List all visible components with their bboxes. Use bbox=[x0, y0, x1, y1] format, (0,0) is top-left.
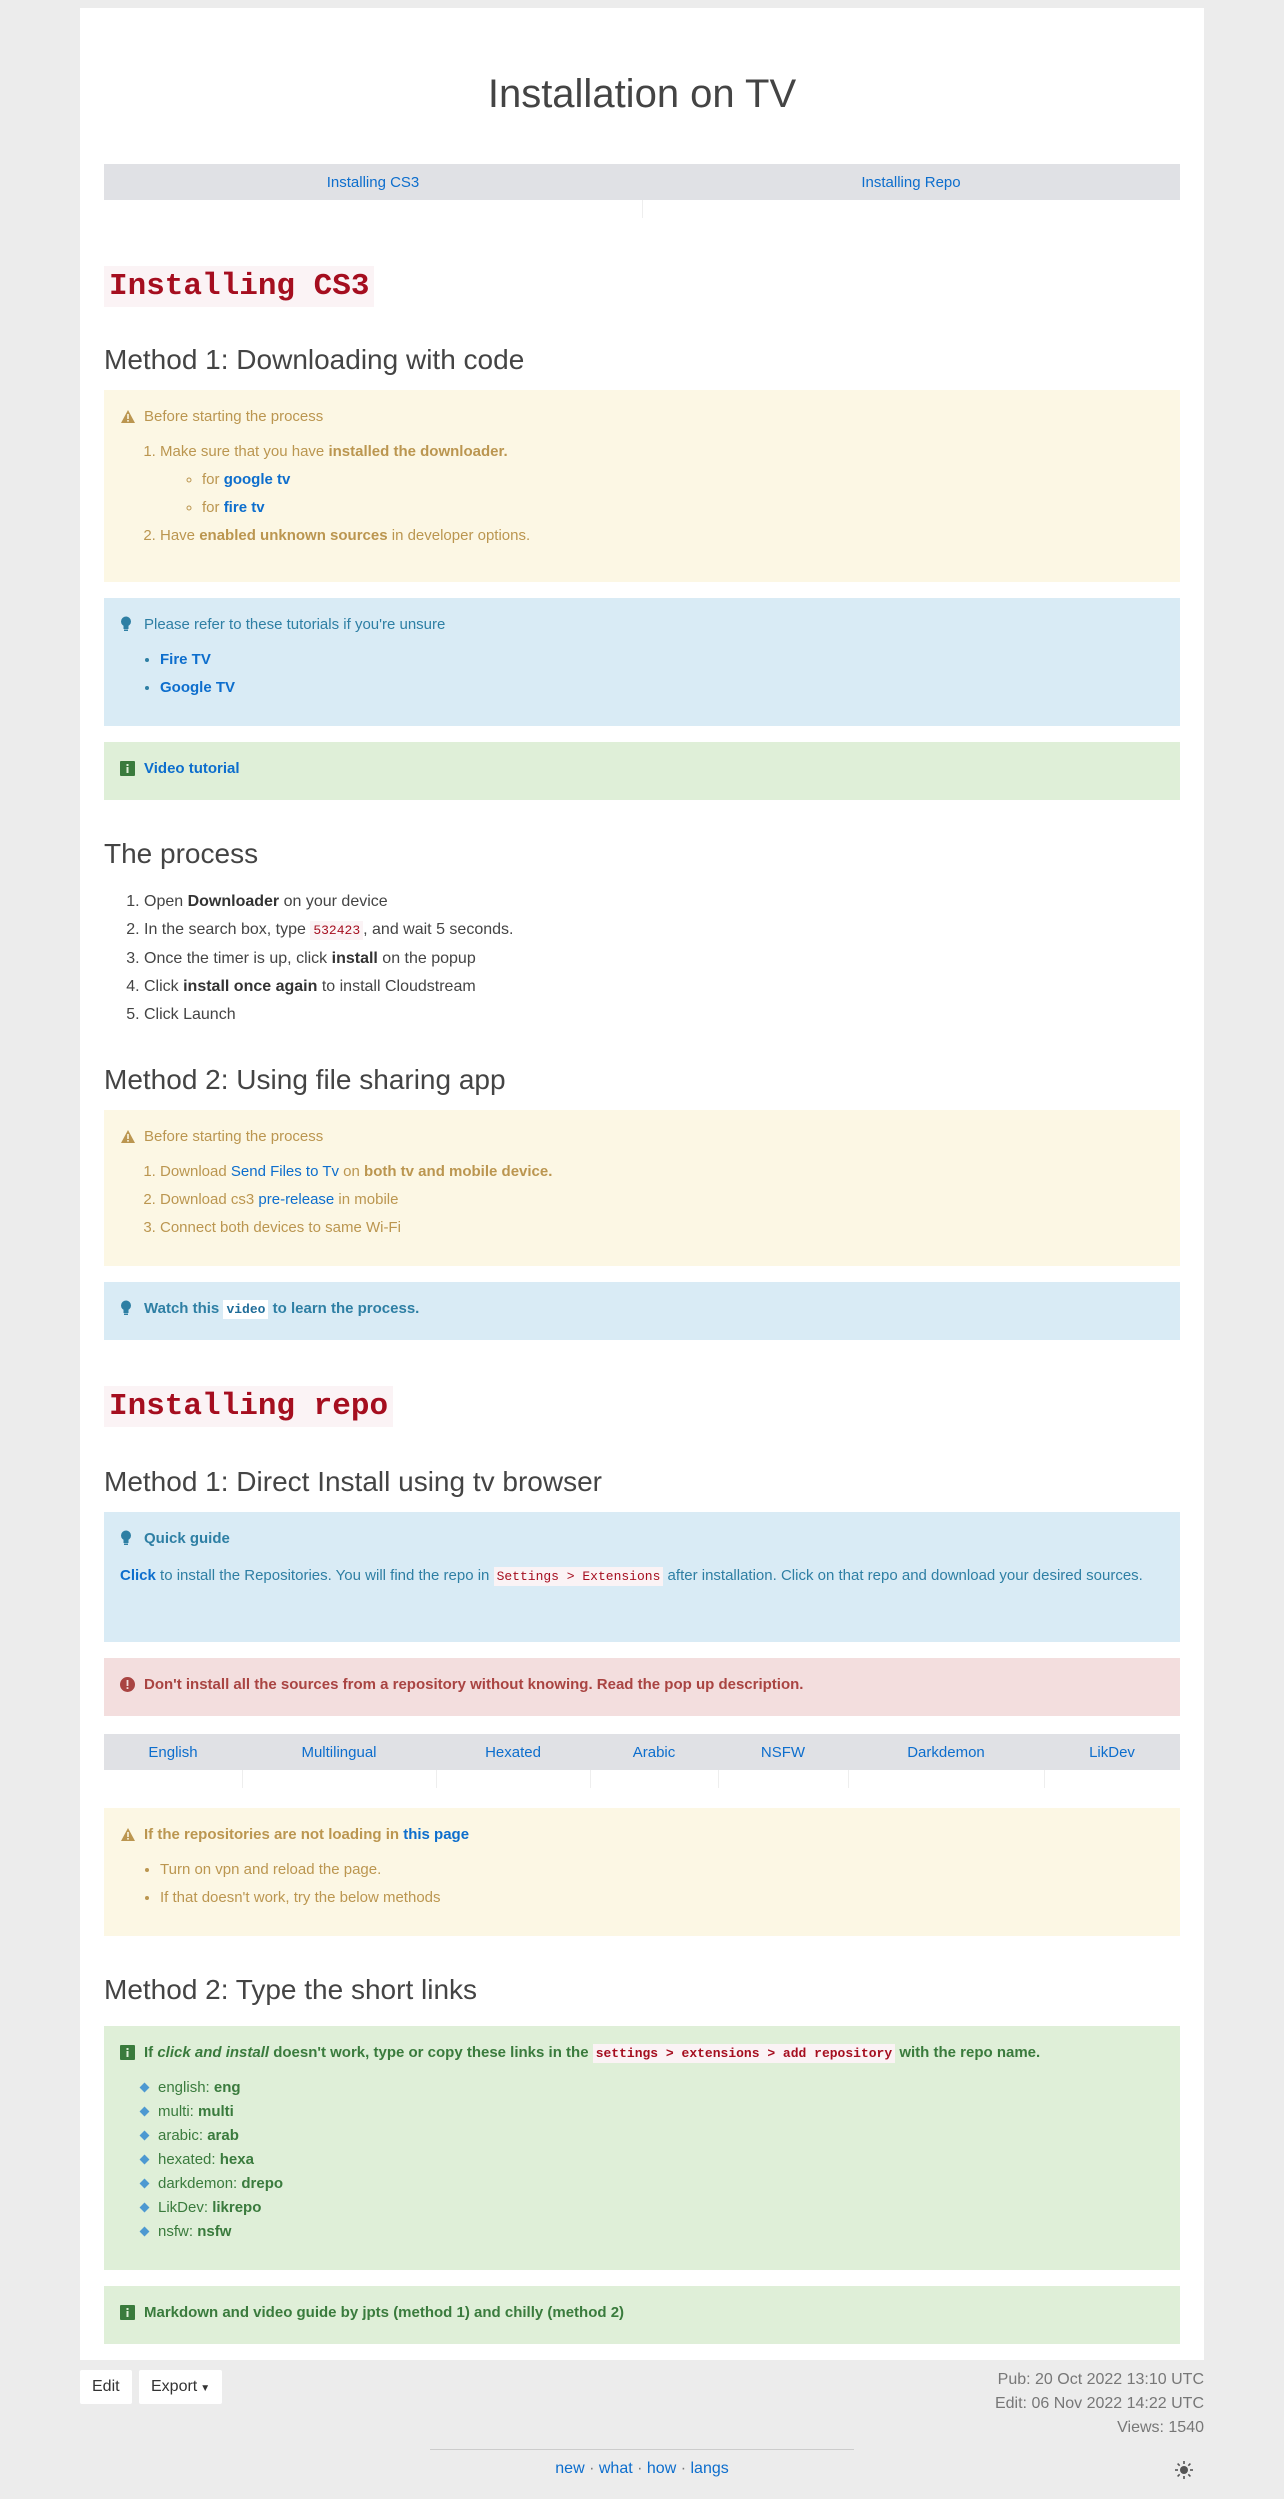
error-text: Don't install all the sources from a repository without knowing. Read the pop up description. bbox=[144, 1675, 804, 1693]
step-4: 4. Click install once again to install Cloudstream bbox=[144, 973, 513, 1001]
lightbulb-icon bbox=[120, 1530, 144, 1546]
m2-warning-heading: Before starting the process bbox=[144, 1127, 324, 1145]
downloader-code: 532423 bbox=[310, 921, 363, 940]
repo-multilingual-link[interactable]: Multilingual bbox=[301, 1743, 377, 1761]
repo-nsfw-link[interactable]: NSFW bbox=[760, 1743, 806, 1761]
m2-warning-item-3: 3. Connect both devices to same Wi-Fi bbox=[160, 1214, 1164, 1242]
short-links-box bbox=[104, 2026, 1180, 2270]
footer-what-link[interactable]: what bbox=[598, 2460, 633, 2477]
video-tutorial-box bbox=[104, 742, 1180, 800]
pre-release-link[interactable]: pre-release bbox=[258, 1191, 335, 1208]
repo-method2-heading: Method 2: Type the short links bbox=[104, 1974, 478, 2005]
short-links-heading: If click and install doesn't work, type or copy these links in the settings > extensions > add repository with the repo name. bbox=[144, 2043, 1041, 2061]
page-content bbox=[80, 8, 1204, 2360]
info-icon bbox=[120, 2045, 144, 2060]
step-5: 5. Click Launch bbox=[144, 1001, 513, 1029]
credits-box bbox=[104, 2286, 1180, 2344]
footer-new-link[interactable]: new bbox=[555, 2460, 585, 2477]
top-nav-table bbox=[104, 164, 1180, 218]
section-heading-installing-repo: Installing repo bbox=[104, 1386, 393, 1427]
section-heading-installing-cs3: Installing CS3 bbox=[104, 266, 374, 307]
m2-warning-item-2: 2. Download cs3 pre-release in mobile bbox=[160, 1186, 1164, 1214]
repo-warning-box: If the repositories are not loading in this page • Turn on vpn and reload the page. • If that doesn't work, try the below methods bbox=[104, 1808, 1180, 1936]
repo-hexated-link[interactable]: Hexated bbox=[485, 1743, 541, 1761]
edit-button[interactable]: Edit bbox=[80, 2370, 132, 2404]
page-meta bbox=[995, 2368, 1204, 2440]
repo-likdev-link[interactable]: LikDev bbox=[1089, 1743, 1135, 1761]
view-count: Views: 1540 bbox=[1117, 2419, 1204, 2436]
this-page-link[interactable]: this page bbox=[403, 1825, 470, 1843]
lightbulb-icon bbox=[120, 616, 144, 632]
m1-info-heading: Please refer to these tutorials if you're unsure bbox=[144, 615, 446, 633]
warning-icon bbox=[120, 1129, 144, 1144]
fire-tv-tutorial-link[interactable]: Fire TV bbox=[160, 651, 211, 668]
fire-tv-link[interactable]: fire tv bbox=[223, 499, 265, 516]
short-link-multi: multi: multi bbox=[140, 2100, 1164, 2124]
send-files-to-tv-link[interactable]: Send Files to Tv bbox=[230, 1163, 339, 1180]
m2-warning-box bbox=[104, 1110, 1180, 1266]
m1-warning-heading: Before starting the process bbox=[144, 407, 324, 425]
google-tv-link[interactable]: google tv bbox=[223, 471, 291, 488]
warning-icon bbox=[120, 409, 144, 424]
process-heading: The process bbox=[104, 838, 259, 869]
info-icon bbox=[120, 761, 144, 776]
repo-warning-item-2: • If that doesn't work, try the below methods bbox=[160, 1884, 1164, 1912]
method1-heading: Method 1: Downloading with code bbox=[104, 344, 525, 375]
m1-info-box bbox=[104, 598, 1180, 726]
caret-down-icon: ▼ bbox=[200, 2383, 211, 2394]
short-link-likdev: LikDev: likrepo bbox=[140, 2196, 1164, 2220]
m1-warning-box bbox=[104, 390, 1180, 582]
short-link-english: english: eng bbox=[140, 2076, 1164, 2100]
warning-icon bbox=[120, 1827, 144, 1842]
click-install-link[interactable]: Click bbox=[120, 1567, 156, 1584]
repo-method1-heading: Method 1: Direct Install using tv browser bbox=[104, 1466, 602, 1497]
exclamation-circle-icon bbox=[120, 1677, 144, 1692]
lightbulb-icon bbox=[120, 1300, 144, 1316]
repo-darkdemon-link[interactable]: Darkdemon bbox=[907, 1743, 985, 1761]
short-link-nsfw: nsfw: nsfw bbox=[140, 2220, 1164, 2244]
theme-toggle-sun-icon[interactable] bbox=[1174, 2460, 1194, 2480]
page-title: Installation on TV bbox=[487, 72, 797, 116]
short-link-arabic: arabic: arab bbox=[140, 2124, 1164, 2148]
export-button[interactable]: Export ▼ bbox=[139, 2370, 222, 2404]
process-steps bbox=[144, 888, 513, 1029]
m1-warning-item-1: 1. Make sure that you have installed the downloader. ◦ for google tv ◦ for fire tv bbox=[160, 438, 1164, 522]
step-2: 2. In the search box, type 532423 , and wait 5 seconds. bbox=[144, 916, 513, 945]
m2-info-box: Watch this video to learn the process. bbox=[104, 1282, 1180, 1340]
footer-divider bbox=[430, 2449, 854, 2450]
video-link[interactable]: video bbox=[223, 1300, 268, 1319]
quick-guide-box bbox=[104, 1512, 1180, 1642]
quick-guide-heading: Quick guide bbox=[144, 1529, 230, 1547]
repo-english-link[interactable]: English bbox=[148, 1743, 198, 1761]
short-link-darkdemon: darkdemon: drepo bbox=[140, 2172, 1164, 2196]
credits-text: Markdown and video guide by jpts (method 1) and chilly (method 2) bbox=[144, 2303, 625, 2321]
repo-tabs-table bbox=[104, 1734, 1180, 1788]
short-link-hexated: hexated: hexa bbox=[140, 2148, 1164, 2172]
warning-error-box bbox=[104, 1658, 1180, 1716]
step-3: 3. Once the timer is up, click install on the popup bbox=[144, 945, 513, 973]
m2-warning-item-1: 1. Download Send Files to Tv on both tv and mobile device. bbox=[160, 1158, 1164, 1186]
nav-installing-cs3-link[interactable]: Installing CS3 bbox=[326, 173, 420, 191]
repo-warning-item-1: • Turn on vpn and reload the page. bbox=[160, 1856, 1164, 1884]
nav-installing-repo-link[interactable]: Installing Repo bbox=[861, 173, 961, 191]
footer-langs-link[interactable]: langs bbox=[690, 2460, 729, 2477]
edit-date: Edit: 06 Nov 2022 14:22 UTC bbox=[994, 2395, 1204, 2412]
video-tutorial-link[interactable]: Video tutorial bbox=[144, 759, 240, 777]
google-tv-tutorial-link[interactable]: Google TV bbox=[160, 679, 235, 696]
m1-warning-item-2: 2. Have enabled unknown sources in developer options. bbox=[160, 522, 1164, 550]
step-1: 1. Open Downloader on your device bbox=[144, 888, 513, 916]
footer-how-link[interactable]: how bbox=[646, 2460, 677, 2477]
pub-date: Pub: 20 Oct 2022 13:10 UTC bbox=[997, 2371, 1204, 2388]
method2-heading: Method 2: Using file sharing app bbox=[104, 1064, 506, 1095]
quick-guide-text: Click to install the Repositories. You will find the repo in Settings > Extensions after installation. Click on that repo and download your desired sources. bbox=[120, 1567, 1143, 1584]
info-icon bbox=[120, 2305, 144, 2320]
repo-arabic-link[interactable]: Arabic bbox=[632, 1743, 676, 1761]
footer-nav: new · what · how · langs bbox=[555, 2460, 729, 2477]
